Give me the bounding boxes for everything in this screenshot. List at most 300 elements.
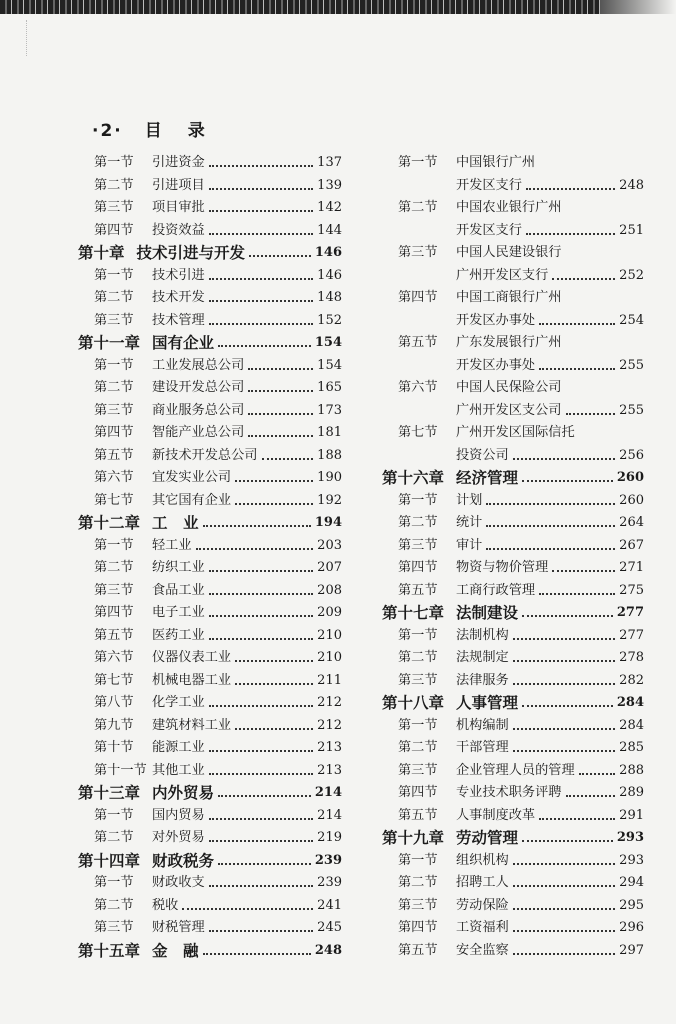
toc-section-row: [76, 625, 342, 648]
section-title: 电子工业: [152, 605, 205, 620]
toc-section-row: [76, 445, 342, 468]
dot-leader: [209, 818, 313, 820]
section-title-continued: 广州开发区支公司: [456, 402, 562, 418]
dot-leader: [209, 750, 313, 752]
section-title: 化学工业: [152, 695, 205, 710]
section-title: 宜发实业公司: [152, 470, 232, 485]
section-title-continued: 开发区支行: [456, 177, 522, 193]
page-ref: 142: [317, 200, 342, 215]
section-title: 企业管理人员的管理: [456, 762, 575, 778]
section-number: 第一节: [398, 717, 438, 733]
dot-leader: [552, 278, 615, 280]
dot-leader: [248, 368, 313, 370]
chapter-number: 第十章: [78, 244, 125, 262]
page-ref: 245: [317, 920, 342, 935]
section-number: 第一节: [94, 807, 134, 823]
section-title: 劳动保险: [456, 897, 509, 913]
toc-section-row: [380, 715, 644, 738]
chapter-title: 内外贸易: [152, 784, 215, 802]
page-ref: 264: [619, 515, 644, 530]
page-ref: 255: [619, 357, 644, 373]
section-title: 专业技术职务评聘: [456, 785, 562, 800]
section-title: 对外贸易: [152, 830, 205, 845]
section-number: 第一节: [94, 357, 134, 373]
chapter-title: 劳动管理: [456, 829, 519, 847]
dot-leader: [513, 660, 615, 662]
dot-leader: [566, 795, 616, 797]
section-number: 第四节: [94, 222, 134, 238]
dot-leader: [209, 165, 313, 167]
toc-section-row: [380, 917, 644, 940]
section-number: 第五节: [398, 942, 438, 958]
section-number: 第一节: [94, 267, 134, 283]
dot-leader: [209, 615, 313, 617]
chapter-number: 第十七章: [382, 604, 445, 622]
section-title: 计划: [456, 492, 483, 508]
page-ref: 252: [619, 267, 644, 283]
dot-leader: [522, 705, 613, 707]
section-title: 组织机构: [456, 852, 509, 868]
page-ref: 284: [616, 695, 644, 710]
dot-leader: [513, 683, 615, 685]
toc-section-row: [76, 647, 342, 670]
page-ref: 260: [616, 470, 644, 485]
dot-leader: [209, 773, 313, 775]
section-title: 法规制定: [456, 650, 509, 665]
toc-section-row: [380, 580, 644, 603]
page-ref: 209: [317, 605, 342, 620]
section-number: 第三节: [398, 897, 438, 913]
section-title: 能源工业: [152, 740, 205, 755]
section-title: 机械电器工业: [152, 672, 232, 688]
dot-leader: [235, 683, 313, 685]
toc-right-column: [380, 152, 644, 962]
toc-continuation-row: [380, 310, 644, 333]
dot-leader: [209, 233, 313, 235]
page-ref: 285: [619, 740, 644, 755]
section-title: 广东发展银行广州: [456, 335, 562, 350]
section-title: 智能产业总公司: [152, 425, 245, 440]
section-title: 其他工业: [152, 762, 205, 778]
section-title-continued: 广州开发区支行: [456, 267, 549, 283]
section-number: 第一节: [94, 875, 134, 890]
section-title: 纺织工业: [152, 560, 205, 575]
dot-leader: [526, 188, 615, 190]
section-number: 第六节: [94, 470, 134, 485]
toc-section-row: [380, 422, 644, 445]
section-title: 商业服务总公司: [152, 402, 245, 418]
toc-section-row: [380, 647, 644, 670]
page-ref: 213: [317, 762, 342, 778]
section-title: 中国人民保险公司: [456, 380, 562, 395]
dot-leader: [218, 863, 311, 865]
toc-section-row: [76, 535, 342, 558]
section-title: 财税管理: [152, 920, 205, 935]
page-ref: 256: [619, 447, 644, 463]
page-ref: 296: [619, 920, 644, 935]
section-number: 第二节: [398, 515, 438, 530]
page-ref: 208: [317, 582, 342, 598]
page-ref: 139: [317, 177, 342, 193]
section-title: 中国工商银行广州: [456, 290, 562, 305]
dot-leader: [539, 368, 615, 370]
page-ref: 212: [317, 695, 342, 710]
page-ref: 154: [317, 357, 342, 373]
page-ref: 165: [317, 380, 342, 395]
dot-leader: [209, 638, 313, 640]
chapter-title: 工 业: [152, 514, 199, 532]
page-ref: 210: [317, 650, 342, 665]
toc-chapter-row: [380, 692, 644, 715]
dot-leader: [209, 570, 313, 572]
section-number: 第四节: [398, 785, 438, 800]
page-ref: 277: [619, 627, 644, 643]
page-ref: 278: [619, 650, 644, 665]
chapter-title: 人事管理: [456, 694, 519, 712]
section-number: 第八节: [94, 695, 134, 710]
toc-section-row: [76, 917, 342, 940]
dot-leader: [235, 480, 313, 482]
section-title: 安全监察: [456, 942, 509, 958]
section-number: 第五节: [398, 807, 438, 823]
toc-section-row: [76, 715, 342, 738]
page-ref: 152: [317, 312, 342, 328]
section-title-continued: 开发区支行: [456, 222, 522, 238]
toc-section-row: [76, 422, 342, 445]
section-title: 仪器仪表工业: [152, 650, 232, 665]
dot-leader: [552, 570, 615, 572]
dot-leader: [203, 525, 311, 527]
dot-leader: [513, 908, 615, 910]
toc-section-row: [380, 490, 644, 513]
page-ref: 213: [317, 740, 342, 755]
section-number: 第九节: [94, 717, 134, 733]
toc-continuation-row: [380, 265, 644, 288]
section-title: 广州开发区国际信托: [456, 425, 575, 440]
toc-section-row: [76, 895, 342, 918]
section-number: 第二节: [398, 650, 438, 665]
section-number: 第五节: [398, 335, 438, 350]
dot-leader: [209, 188, 313, 190]
dot-leader: [209, 885, 313, 887]
dot-leader: [218, 795, 311, 797]
toc-section-row: [380, 872, 644, 895]
chapter-number: 第十八章: [382, 694, 445, 712]
section-title: 技术管理: [152, 312, 205, 328]
page-ref: 255: [619, 402, 644, 418]
dot-leader: [209, 593, 313, 595]
section-number: 第六节: [94, 650, 134, 665]
section-title: 中国人民建设银行: [456, 245, 562, 260]
section-title: 工业发展总公司: [152, 357, 245, 373]
dot-leader: [235, 660, 313, 662]
dot-leader: [539, 818, 615, 820]
section-number: 第七节: [94, 492, 134, 508]
page-ref: 284: [619, 717, 644, 733]
page-ref: 192: [317, 492, 342, 508]
section-number: 第三节: [94, 200, 134, 215]
page-ref: 251: [619, 222, 644, 238]
page-ref: 295: [619, 897, 644, 913]
dot-leader: [209, 278, 313, 280]
page-ref: 260: [619, 492, 644, 508]
page-ref: 267: [619, 537, 644, 553]
section-title: 中国农业银行广州: [456, 200, 562, 215]
page-ref: 207: [317, 560, 342, 575]
section-number: 第二节: [94, 897, 134, 913]
dot-leader: [486, 548, 615, 550]
section-title: 其它国有企业: [152, 492, 232, 508]
section-title: 统计: [456, 515, 483, 530]
toc-section-row: [76, 737, 342, 760]
toc-section-row: [380, 625, 644, 648]
page-header: [92, 116, 231, 141]
dot-leader: [248, 390, 313, 392]
page-ref: 275: [619, 582, 644, 598]
section-title: 税收: [152, 897, 179, 913]
chapter-title: 国有企业: [152, 334, 215, 352]
toc-section-row: [380, 805, 644, 828]
section-number: 第一节: [398, 492, 438, 508]
section-title: 技术开发: [152, 290, 205, 305]
toc-section-row: [380, 535, 644, 558]
page-ref: 282: [619, 672, 644, 688]
toc-section-row: [76, 872, 342, 895]
dot-leader: [235, 728, 313, 730]
section-title: 机构编制: [456, 717, 509, 733]
toc-chapter-row: [76, 850, 342, 873]
toc-section-row: [380, 760, 644, 783]
section-number: 第一节: [94, 537, 134, 553]
section-title: 引进项目: [152, 177, 205, 193]
page-ref: 239: [317, 875, 342, 890]
chapter-number: 第十六章: [382, 469, 445, 487]
section-title: 物资与物价管理: [456, 560, 549, 575]
dot-leader: [209, 930, 313, 932]
section-title: 新技术开发总公司: [152, 447, 258, 463]
page-ref: 214: [317, 807, 342, 823]
page-ref: 254: [619, 312, 644, 328]
chapter-number: 第十一章: [78, 334, 141, 352]
dot-leader: [248, 435, 313, 437]
toc-section-row: [76, 355, 342, 378]
section-number: 第三节: [94, 312, 134, 328]
section-number: 第三节: [398, 672, 438, 688]
page-ref: 146: [314, 245, 342, 260]
chapter-title: 技术引进与开发: [136, 244, 246, 262]
toc-chapter-row: [76, 242, 342, 265]
corner-stamp: [2, 20, 27, 56]
section-title-continued: 开发区办事处: [456, 312, 536, 328]
toc-chapter-row: [76, 782, 342, 805]
toc-continuation-row: [380, 355, 644, 378]
dot-leader: [522, 480, 613, 482]
section-number: 第三节: [398, 537, 438, 553]
section-number: 第二节: [94, 560, 134, 575]
section-title: 食品工业: [152, 582, 205, 598]
dot-leader: [248, 413, 313, 415]
dot-leader: [235, 503, 313, 505]
page-ref: 277: [616, 605, 644, 620]
toc-section-row: [380, 242, 644, 265]
dot-leader: [526, 233, 615, 235]
toc-section-row: [76, 152, 342, 175]
section-number: 第五节: [94, 447, 134, 463]
toc-chapter-row: [76, 512, 342, 535]
toc-section-row: [76, 805, 342, 828]
toc-section-row: [380, 895, 644, 918]
dot-leader: [539, 593, 615, 595]
page-ref: 293: [619, 852, 644, 868]
section-title: 招聘工人: [456, 875, 509, 890]
dot-leader: [522, 840, 613, 842]
dot-leader: [209, 323, 313, 325]
page-ref: 293: [616, 830, 644, 845]
section-number: 第三节: [94, 402, 134, 418]
toc-section-row: [380, 332, 644, 355]
toc-continuation-row: [380, 400, 644, 423]
dot-leader: [209, 300, 313, 302]
section-title: 法律服务: [456, 672, 509, 688]
dot-leader: [182, 908, 313, 910]
section-title-continued: 开发区办事处: [456, 357, 536, 373]
toc-chapter-row: [76, 332, 342, 355]
section-number: 第六节: [398, 380, 438, 395]
toc-continuation-row: [380, 220, 644, 243]
section-title: 投资效益: [152, 222, 205, 238]
toc-section-row: [76, 287, 342, 310]
page-ref: 188: [317, 447, 342, 463]
page-ref: 137: [317, 155, 342, 170]
chapter-number: 第十四章: [78, 851, 141, 870]
section-title: 人事制度改革: [456, 807, 536, 823]
section-number: 第五节: [94, 627, 134, 643]
section-number: 第二节: [94, 830, 134, 845]
chapter-number: 第十五章: [78, 941, 141, 960]
section-number: 第四节: [398, 290, 438, 305]
toc-continuation-row: [380, 175, 644, 198]
page-ref: 241: [317, 897, 342, 913]
toc-section-row: [76, 490, 342, 513]
dot-leader: [513, 930, 615, 932]
dot-leader: [203, 953, 311, 955]
toc-chapter-row: [380, 602, 644, 625]
dot-leader: [539, 323, 615, 325]
toc-section-row: [76, 467, 342, 490]
toc-section-row: [380, 557, 644, 580]
toc-section-row: [380, 377, 644, 400]
scan-top-band-fade: [600, 0, 676, 14]
page-ref: 288: [619, 762, 644, 778]
chapter-title: 法制建设: [456, 604, 519, 622]
section-title: 轻工业: [152, 537, 192, 553]
page-ref: 190: [317, 470, 342, 485]
dot-leader: [579, 773, 615, 775]
section-number: 第五节: [398, 582, 438, 598]
section-number: 第三节: [398, 245, 438, 260]
toc-section-row: [380, 197, 644, 220]
toc-section-row: [76, 827, 342, 850]
toc-section-row: [76, 220, 342, 243]
page-title: 目录: [144, 121, 231, 141]
section-number: 第一节: [398, 155, 438, 170]
dot-leader: [209, 705, 313, 707]
section-number: 第十节: [94, 740, 134, 755]
dot-leader: [513, 953, 615, 955]
section-number: 第二节: [94, 290, 134, 305]
toc-left-column: [76, 152, 342, 962]
chapter-title: 金 融: [152, 941, 199, 960]
chapter-number: 第十三章: [78, 784, 141, 802]
dot-leader: [262, 458, 314, 460]
section-title: 引进资金: [152, 155, 205, 170]
section-title: 法制机构: [456, 627, 509, 643]
toc-section-row: [76, 197, 342, 220]
page-ref: 146: [317, 267, 342, 283]
toc-section-row: [76, 760, 342, 783]
dot-leader: [513, 750, 615, 752]
section-title: 中国银行广州: [456, 155, 536, 170]
section-title: 建设开发总公司: [152, 380, 245, 395]
page-ref: 248: [314, 942, 342, 958]
section-number: 第一节: [398, 627, 438, 643]
dot-leader: [522, 615, 613, 617]
toc-section-row: [76, 265, 342, 288]
page-ref: 291: [619, 807, 644, 823]
section-number: 第二节: [398, 740, 438, 755]
section-title: 工资福利: [456, 920, 509, 935]
dot-leader: [209, 840, 313, 842]
page-ref: 248: [619, 177, 644, 193]
toc-section-row: [380, 940, 644, 963]
section-title: 审计: [456, 537, 483, 553]
dot-leader: [196, 548, 314, 550]
section-number: 第二节: [398, 200, 438, 215]
section-number: 第二节: [94, 177, 134, 193]
page-ref: 289: [619, 785, 644, 800]
page-ref: 271: [619, 560, 644, 575]
toc-section-row: [380, 737, 644, 760]
toc-section-row: [76, 580, 342, 603]
toc-section-row: [76, 400, 342, 423]
dot-leader: [566, 413, 616, 415]
toc-continuation-row: [380, 445, 644, 468]
section-title-continued: 投资公司: [456, 447, 509, 463]
dot-leader: [486, 503, 615, 505]
page-ref: 154: [314, 335, 342, 350]
scan-top-band: [0, 0, 600, 14]
chapter-number: 第十九章: [382, 829, 445, 847]
section-number: 第二节: [94, 380, 134, 395]
section-title: 干部管理: [456, 740, 509, 755]
toc-section-row: [380, 287, 644, 310]
section-number: 第三节: [94, 582, 134, 598]
section-title: 国内贸易: [152, 807, 205, 823]
section-number: 第一节: [398, 852, 438, 868]
dot-leader: [513, 638, 615, 640]
toc-chapter-row: [380, 467, 644, 490]
section-title: 建筑材料工业: [152, 717, 232, 733]
toc-chapter-row: [76, 940, 342, 963]
page-ref: 148: [317, 290, 342, 305]
section-number: 第四节: [398, 560, 438, 575]
toc-section-row: [380, 782, 644, 805]
toc-chapter-row: [380, 827, 644, 850]
page-ref: 214: [314, 785, 342, 800]
section-number: 第七节: [94, 672, 134, 688]
page-ref: 144: [317, 222, 342, 238]
page-ref: 203: [317, 537, 342, 553]
